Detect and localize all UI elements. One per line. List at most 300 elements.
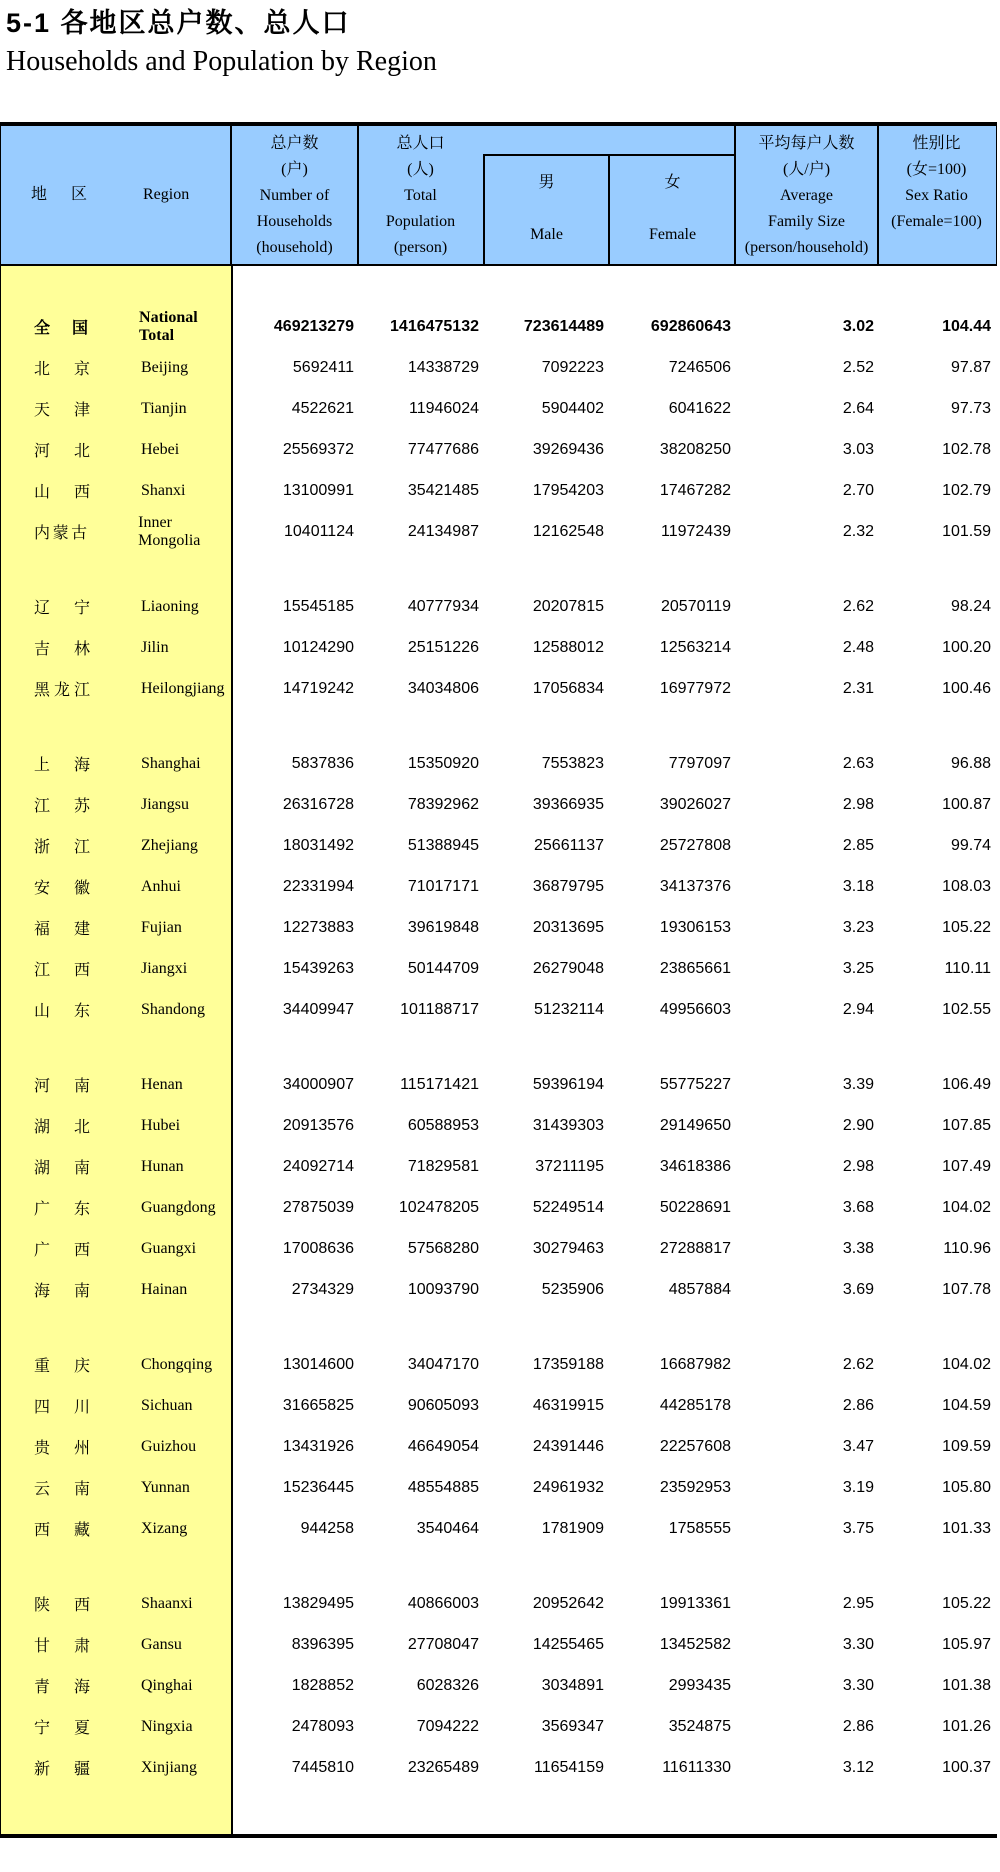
header-line: 平均每户人数 (758, 135, 855, 152)
population-value: 102478205 (398, 1198, 479, 1216)
region-name-char: 夏 (73, 1720, 90, 1737)
region-name-char: 新 (34, 1761, 51, 1778)
column-header-avg-family-size (735, 126, 878, 264)
region-name-char: 龙 (53, 682, 70, 699)
avg_family_size-value: 3.38 (842, 1239, 874, 1257)
region-name-char: 云 (34, 1481, 51, 1498)
female-value: 20570119 (661, 597, 731, 615)
population-value: 35421485 (407, 481, 479, 499)
sex_ratio-value: 97.87 (950, 358, 991, 376)
table-row (1, 470, 997, 511)
avg_family_size-value: 2.62 (842, 597, 874, 615)
female-value: 7246506 (668, 358, 731, 376)
female-value: 38208250 (659, 440, 731, 458)
region-name-char: 海 (34, 1283, 51, 1300)
region-name-char: 西 (73, 1242, 90, 1259)
households-value: 12273883 (282, 918, 354, 936)
male-value: 20207815 (532, 597, 604, 615)
region-name-char: 青 (34, 1679, 51, 1696)
region-name-en: Yunnan (141, 1478, 190, 1496)
male-value: 30279463 (532, 1239, 604, 1257)
avg_family_size-value: 2.95 (842, 1594, 874, 1612)
sex_ratio-value: 107.85 (942, 1116, 991, 1134)
region-name-char: 湖 (34, 1119, 51, 1136)
households-population-table (0, 122, 997, 1838)
region-name-char: 北 (73, 1119, 90, 1136)
region-name-char: 河 (34, 443, 51, 460)
region-name-char: 黑 (34, 682, 51, 699)
region-name-char: 江 (73, 682, 90, 699)
households-value: 34409947 (282, 1000, 354, 1018)
households-value: 944258 (300, 1519, 354, 1537)
region-name-char: 重 (34, 1358, 51, 1375)
avg_family_size-value: 2.98 (842, 795, 874, 813)
avg_family_size-value: 3.18 (842, 877, 874, 895)
sex_ratio-value: 101.59 (942, 522, 991, 540)
region-name-char: 北 (34, 361, 51, 378)
households-value: 5692411 (292, 358, 354, 376)
households-value: 18031492 (282, 836, 354, 854)
region-name-char: 东 (73, 1201, 90, 1218)
female-value: 22257608 (659, 1437, 731, 1455)
sex_ratio-value: 101.26 (942, 1717, 991, 1735)
female-value: 55775227 (659, 1075, 731, 1093)
region-name-char: 浙 (34, 839, 51, 856)
region-name-char: 徽 (73, 880, 90, 897)
region-name-cell (1, 356, 233, 379)
population-value: 25151226 (407, 638, 479, 656)
sex_ratio-value: 110.11 (944, 959, 991, 977)
population-value: 115171421 (400, 1075, 479, 1093)
region-name-en: Anhui (141, 877, 181, 895)
region-name-cell (1, 916, 233, 939)
region-name-en: Xinjiang (141, 1758, 197, 1776)
households-value: 17008636 (282, 1239, 354, 1257)
region-name-cn (34, 520, 87, 543)
region-name-en: Henan (141, 1075, 183, 1093)
region-name-cn (34, 1196, 90, 1219)
population-value: 77477686 (407, 440, 479, 458)
header-line: (户) (281, 161, 308, 178)
female-value: 11972439 (661, 522, 731, 540)
male-value: 5235906 (541, 1280, 604, 1298)
female-value: 2993435 (668, 1676, 731, 1694)
region-name-char: 区 (70, 186, 87, 203)
male-value: 1781909 (541, 1519, 604, 1537)
region-name-en: Tianjin (141, 399, 187, 417)
region-name-cn (34, 595, 90, 618)
column-header-sex-ratio (878, 126, 995, 264)
region-name-cn (34, 957, 90, 980)
avg_family_size-value: 3.25 (842, 959, 874, 977)
region-name-cn (34, 315, 88, 338)
region-name-char: 吉 (34, 641, 51, 658)
region-group-gap (1, 1030, 997, 1064)
region-name-en: Gansu (141, 1635, 182, 1653)
region-name-cn (34, 916, 90, 939)
region-name-char: 宁 (34, 1720, 51, 1737)
table-row (1, 1269, 997, 1310)
table-row (1, 866, 997, 907)
table-row (1, 1426, 997, 1467)
male-value: 39366935 (532, 795, 604, 813)
sex_ratio-value: 98.24 (950, 597, 991, 615)
region-name-en: Zhejiang (141, 836, 198, 854)
region-name-char: 山 (34, 484, 51, 501)
region-name-cell (1, 998, 233, 1021)
female-value: 3524875 (668, 1717, 731, 1735)
table-row (1, 347, 997, 388)
table-body (0, 266, 997, 1838)
sex_ratio-value: 106.49 (942, 1075, 991, 1093)
region-name-char: 辽 (34, 600, 51, 617)
region-name-char: 地 (31, 186, 48, 203)
population-value: 27708047 (407, 1635, 479, 1653)
male-value: 24961932 (532, 1478, 604, 1496)
households-value: 4522621 (291, 399, 354, 417)
population-value: 101188717 (400, 1000, 479, 1018)
households-value: 13431926 (282, 1437, 354, 1455)
avg_family_size-value: 3.23 (842, 918, 874, 936)
sex_ratio-value: 102.79 (942, 481, 991, 499)
table-row (1, 1706, 997, 1747)
region-name-char: 福 (34, 921, 51, 938)
table-row (1, 1064, 997, 1105)
male-value: 11654159 (534, 1758, 604, 1776)
table-row (1, 948, 997, 989)
avg_family_size-value: 2.85 (842, 836, 874, 854)
sex_ratio-value: 100.87 (942, 795, 991, 813)
sex_ratio-value: 97.73 (950, 399, 991, 417)
region-name-en: Inner Mongolia (138, 513, 201, 549)
region-name-en: Shandong (141, 1000, 205, 1018)
region-name-char: 江 (34, 798, 51, 815)
header-line: (人) (407, 161, 434, 178)
households-value: 20913576 (282, 1116, 354, 1134)
region-name-char: 古 (71, 525, 88, 542)
body-bottom-spacer (1, 1788, 997, 1834)
region-name-cn (34, 397, 90, 420)
households-value: 22331994 (282, 877, 354, 895)
households-value: 25569372 (282, 440, 354, 458)
table-header (0, 122, 997, 266)
female-header-en: Female (648, 226, 697, 243)
sex_ratio-value: 104.02 (942, 1355, 991, 1373)
region-name-cell (1, 1353, 233, 1376)
region-name-char: 苏 (73, 798, 90, 815)
region-name-cell (1, 1715, 233, 1738)
female-value: 44285178 (659, 1396, 731, 1414)
region-name-en: Fujian (141, 918, 182, 936)
male-value: 17056834 (532, 679, 604, 697)
region-name-en: Beijing (141, 358, 189, 376)
region-name-cell (1, 1633, 233, 1656)
region-name-en: Hebei (141, 440, 180, 458)
region-name-char: 甘 (34, 1638, 51, 1655)
region-name-en: Shanghai (141, 754, 201, 772)
population-value: 34034806 (407, 679, 479, 697)
header-line: (household) (256, 239, 333, 256)
header-line: (person) (393, 239, 448, 256)
male-value: 12588012 (532, 638, 604, 656)
table-row (1, 743, 997, 784)
male-value: 31439303 (532, 1116, 604, 1134)
table-row (1, 1665, 997, 1706)
header-line: (女=100) (906, 161, 967, 178)
region-name-char: 广 (34, 1242, 51, 1259)
region-name-cn (34, 1353, 90, 1376)
region-name-cn (34, 1155, 90, 1178)
avg_family_size-value: 3.39 (842, 1075, 874, 1093)
region-name-char: 南 (73, 1481, 90, 1498)
region-name-cell (1, 1674, 233, 1697)
avg_family_size-value: 2.86 (842, 1396, 874, 1414)
female-value: 23592953 (659, 1478, 731, 1496)
region-name-cn (34, 438, 90, 461)
households-value: 15439263 (282, 959, 354, 977)
female-value: 34618386 (659, 1157, 731, 1175)
region-name-cn (34, 1073, 90, 1096)
region-name-cn (34, 752, 90, 775)
female-value: 39026027 (659, 795, 731, 813)
region-name-cn (34, 1633, 90, 1656)
male-value: 24391446 (532, 1437, 604, 1455)
avg_family_size-value: 2.90 (842, 1116, 874, 1134)
households-value: 34000907 (282, 1075, 354, 1093)
region-name-en: Liaoning (141, 597, 199, 615)
female-value: 13452582 (659, 1635, 731, 1653)
region-name-char: 西 (73, 1597, 90, 1614)
header-line: (person/household) (744, 239, 869, 256)
region-name-char: 内 (34, 525, 51, 542)
region-name-cell (1, 1278, 233, 1301)
sex_ratio-value: 105.97 (942, 1635, 991, 1653)
region-name-char: 全 (34, 320, 51, 337)
region-name-char: 南 (73, 1283, 90, 1300)
female-value: 27288817 (659, 1239, 731, 1257)
header-line: Households (256, 213, 333, 230)
male-header-cn: 男 (538, 174, 555, 191)
avg_family_size-value: 3.03 (842, 440, 874, 458)
population-value: 7094222 (416, 1717, 479, 1735)
page-title-chinese: 5-1 各地区总户数、总人口 (6, 8, 351, 38)
avg_family_size-value: 2.86 (842, 1717, 874, 1735)
sex_ratio-value: 104.44 (942, 317, 991, 335)
region-name-cn (34, 1756, 90, 1779)
population-value: 15350920 (407, 754, 479, 772)
region-name-cell (1, 397, 233, 420)
female-value: 692860643 (650, 317, 731, 335)
column-header-male (485, 156, 608, 264)
region-name-en: Hubei (141, 1116, 181, 1134)
population-value: 40866003 (407, 1594, 479, 1612)
region-name-char: 四 (34, 1399, 51, 1416)
header-line: Number of (259, 187, 330, 204)
region-name-char: 国 (72, 320, 89, 337)
region-name-cn (34, 834, 90, 857)
sex_ratio-value: 100.46 (942, 679, 991, 697)
region-name-char: 江 (34, 962, 51, 979)
female-value: 16977972 (659, 679, 731, 697)
population-value: 50144709 (407, 959, 479, 977)
table-row (1, 1467, 997, 1508)
table-row (1, 1583, 997, 1624)
region-name-cell (1, 793, 233, 816)
female-value: 34137376 (659, 877, 731, 895)
male-female-subheader-box (483, 154, 735, 264)
table-row (1, 429, 997, 470)
sex_ratio-value: 105.22 (942, 1594, 991, 1612)
region-name-char: 山 (34, 1003, 51, 1020)
region-name-cell (1, 1196, 233, 1219)
male-value: 46319915 (532, 1396, 604, 1414)
region-group-gap (1, 552, 997, 586)
region-name-cell (1, 595, 233, 618)
region-group-gap (1, 1549, 997, 1583)
table-row (1, 1508, 997, 1549)
region-name-cell (1, 1517, 233, 1540)
avg_family_size-value: 3.68 (842, 1198, 874, 1216)
column-header-female (610, 156, 735, 264)
table-row (1, 1385, 997, 1426)
male-value: 723614489 (523, 317, 604, 335)
male-header-en: Male (530, 226, 563, 243)
table-row (1, 1105, 997, 1146)
region-name-cell (1, 1394, 233, 1417)
region-name-cn (34, 1592, 90, 1615)
region-group-gap (1, 1310, 997, 1344)
region-name-cn (34, 636, 90, 659)
table-row (1, 511, 997, 552)
female-value: 6041622 (668, 399, 731, 417)
header-line: 性别比 (912, 135, 961, 152)
column-header-region (1, 126, 231, 264)
avg_family_size-value: 2.63 (842, 754, 874, 772)
male-value: 7553823 (541, 754, 604, 772)
households-value: 26316728 (282, 795, 354, 813)
female-value: 23865661 (659, 959, 731, 977)
male-value: 12162548 (532, 522, 604, 540)
region-name-char: 南 (73, 1078, 90, 1095)
households-value: 10401124 (284, 522, 354, 540)
population-value: 71829581 (407, 1157, 479, 1175)
region-name-cell (1, 834, 233, 857)
households-value: 13100991 (282, 481, 354, 499)
region-name-cell (1, 1756, 233, 1779)
region-name-en: Shaanxi (141, 1594, 193, 1612)
population-value: 71017171 (407, 877, 479, 895)
avg_family_size-value: 2.32 (842, 522, 874, 540)
region-name-cell (1, 1073, 233, 1096)
region-name-en: Shanxi (141, 481, 186, 499)
households-value: 5837836 (291, 754, 354, 772)
households-value: 15236445 (282, 1478, 354, 1496)
header-line: Total (404, 187, 437, 204)
region-name-en: Ningxia (141, 1717, 193, 1735)
region-name-en: Qinghai (141, 1676, 193, 1694)
population-value: 14338729 (407, 358, 479, 376)
sex_ratio-value: 100.37 (942, 1758, 991, 1776)
sex_ratio-value: 101.38 (942, 1676, 991, 1694)
avg_family_size-value: 3.30 (842, 1676, 874, 1694)
sex_ratio-value: 107.49 (942, 1157, 991, 1175)
region-header-en: Region (143, 186, 190, 203)
table-row (1, 907, 997, 948)
avg_family_size-value: 3.19 (842, 1478, 874, 1496)
region-name-cn (34, 1517, 90, 1540)
female-value: 11611330 (662, 1758, 731, 1776)
header-line: (Female=100) (891, 213, 982, 230)
region-name-char: 北 (73, 443, 90, 460)
region-name-cn (34, 1394, 90, 1417)
region-name-en: Guizhou (141, 1437, 197, 1455)
region-name-en: Jilin (141, 638, 169, 656)
region-name-char: 河 (34, 1078, 51, 1095)
region-name-cn (34, 479, 90, 502)
female-header-cn: 女 (664, 174, 681, 191)
region-name-cn (34, 1476, 90, 1499)
population-value: 23265489 (407, 1758, 479, 1776)
header-line: Average (780, 187, 833, 204)
male-value: 17954203 (532, 481, 604, 499)
female-value: 19306153 (659, 918, 731, 936)
female-value: 50228691 (659, 1198, 731, 1216)
table-row (1, 1146, 997, 1187)
avg_family_size-value: 2.70 (842, 481, 874, 499)
avg_family_size-value: 3.47 (842, 1437, 874, 1455)
sex_ratio-value: 102.78 (942, 440, 991, 458)
avg_family_size-value: 3.69 (842, 1280, 874, 1298)
households-value: 8396395 (291, 1635, 354, 1653)
region-name-cell (1, 438, 233, 461)
male-value: 5904402 (541, 399, 604, 417)
header-line: 总户数 (270, 135, 319, 152)
male-value: 3034891 (541, 1676, 604, 1694)
region-name-char: 贵 (34, 1440, 51, 1457)
population-value: 78392962 (407, 795, 479, 813)
region-name-cell (1, 1435, 233, 1458)
sex_ratio-value: 101.33 (942, 1519, 991, 1537)
region-name-cell (1, 479, 233, 502)
population-value: 10093790 (407, 1280, 479, 1298)
avg_family_size-value: 2.52 (842, 358, 874, 376)
sex_ratio-value: 99.74 (950, 836, 991, 854)
female-value: 49956603 (659, 1000, 731, 1018)
male-value: 7092223 (541, 358, 604, 376)
households-value: 24092714 (282, 1157, 354, 1175)
region-name-en: National Total (139, 308, 198, 344)
region-name-char: 西 (73, 962, 90, 979)
female-value: 19913361 (659, 1594, 731, 1612)
region-name-cell (1, 1476, 233, 1499)
region-name-char: 川 (73, 1399, 90, 1416)
sex_ratio-value: 107.78 (942, 1280, 991, 1298)
population-value: 3540464 (416, 1519, 479, 1537)
region-name-cn (34, 677, 90, 700)
population-value: 46649054 (407, 1437, 479, 1455)
population-value: 90605093 (407, 1396, 479, 1414)
region-name-cn (34, 1674, 90, 1697)
region-name-char: 建 (73, 921, 90, 938)
households-value: 2734329 (291, 1280, 354, 1298)
region-name-en: Sichuan (141, 1396, 193, 1414)
table-row (1, 825, 997, 866)
sex_ratio-value: 110.96 (943, 1239, 991, 1257)
region-name-char: 宁 (73, 600, 90, 617)
female-value: 12563214 (659, 638, 731, 656)
population-value: 57568280 (407, 1239, 479, 1257)
avg_family_size-value: 3.02 (842, 317, 874, 335)
